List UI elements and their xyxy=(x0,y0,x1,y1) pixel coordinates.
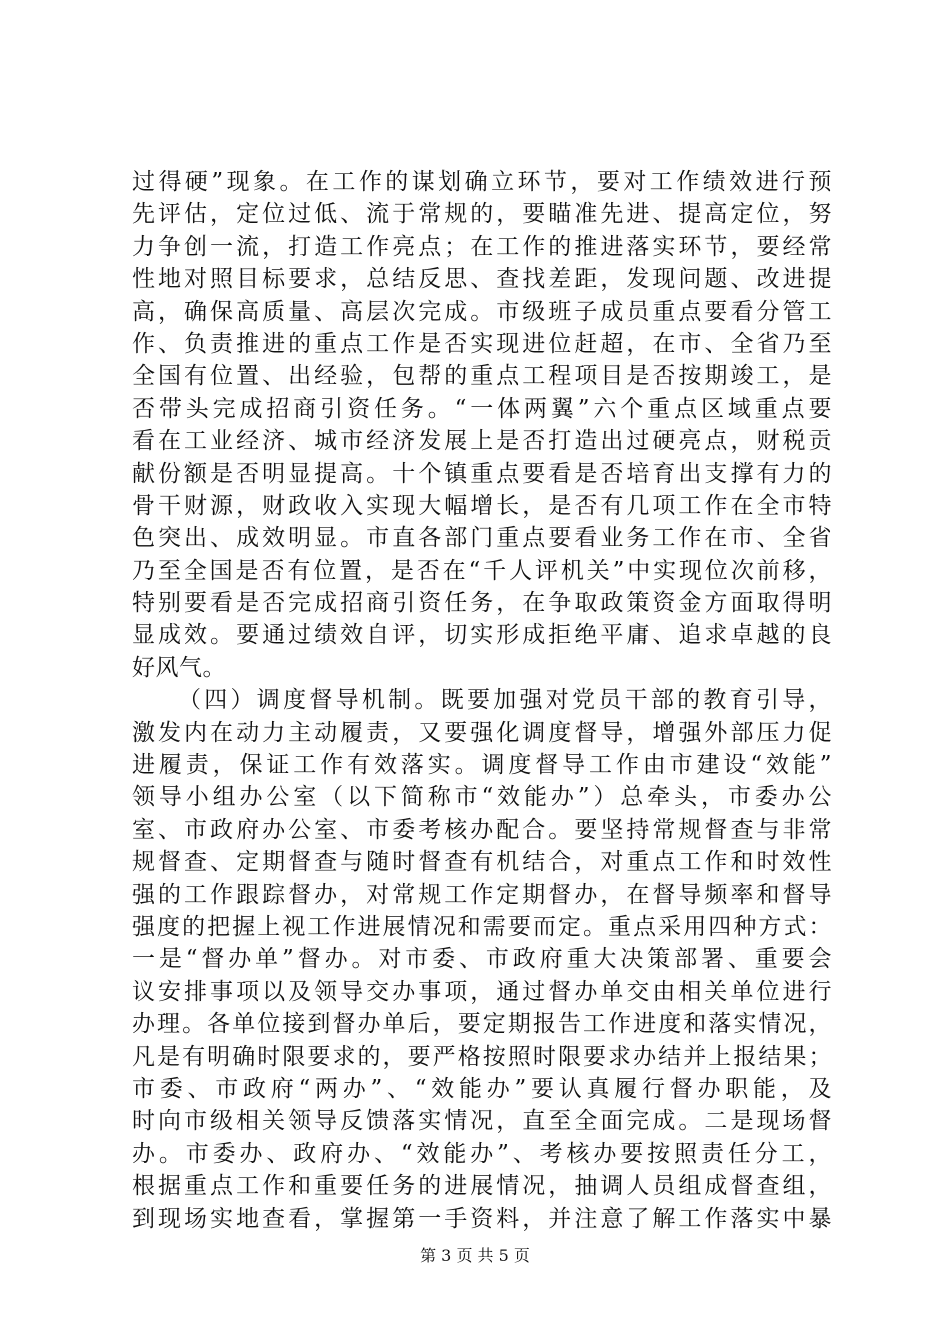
text-line: 献份额是否明显提高。十个镇重点要看是否培育出支撑有力的 xyxy=(132,460,832,487)
text-line: 激发内在动力主动履责，又要强化调度督导，增强外部压力促 xyxy=(132,719,832,746)
text-line: 作、负责推进的重点工作是否实现进位赶超，在市、全省乃至 xyxy=(132,330,832,357)
text-line: 高，确保高质量、高层次完成。市级班子成员重点要看分管工 xyxy=(132,298,832,325)
text-line: 过得硬”现象。在工作的谋划确立环节，要对工作绩效进行预 xyxy=(132,169,832,195)
text-line: 办理。各单位接到督办单后，要定期报告工作进度和落实情况， xyxy=(132,1011,832,1038)
text-line: 凡是有明确时限要求的，要严格按照时限要求办结并上报结果； xyxy=(132,1043,832,1070)
text-line: 议安排事项以及领导交办事项，通过督办单交由相关单位进行 xyxy=(132,978,832,1005)
text-line: 强的工作跟踪督办，对常规工作定期督办，在督导频率和督导 xyxy=(132,881,832,908)
text-line: 市委、市政府“两办”、“效能办”要认真履行督办职能，及 xyxy=(132,1075,832,1102)
text-line: 根据重点工作和重要任务的进展情况，抽调人员组成督查组， xyxy=(132,1173,832,1200)
page-number: 第 3 页 共 5 页 xyxy=(420,1246,530,1265)
section-heading-line: （四）调度督导机制。既要加强对党员干部的教育引导， xyxy=(178,687,832,714)
text-line: 显成效。要通过绩效自评，切实形成拒绝平庸、追求卓越的良 xyxy=(132,622,832,649)
text-line: 进履责，保证工作有效落实。调度督导工作由市建设“效能” xyxy=(132,752,832,779)
text-line: 时向市级相关领导反馈落实情况，直至全面完成。二是现场督 xyxy=(132,1108,832,1135)
text-line: 一是“督办单”督办。对市委、市政府重大决策部署、重要会 xyxy=(132,946,832,973)
document-body xyxy=(132,166,832,1235)
text-line: 看在工业经济、城市经济发展上是否打造出过硬亮点，财税贡 xyxy=(132,428,832,455)
text-line: 特别要看是否完成招商引资任务，在争取政策资金方面取得明 xyxy=(132,590,832,617)
text-line: 性地对照目标要求，总结反思、查找差距，发现问题、改进提 xyxy=(132,266,832,293)
text-line: 规督查、定期督查与随时督查有机结合，对重点工作和时效性 xyxy=(132,849,832,876)
text-line: 办。市委办、政府办、“效能办”、考核办要按照责任分工， xyxy=(132,1140,832,1167)
text-line: 室、市政府办公室、市委考核办配合。要坚持常规督查与非常 xyxy=(132,816,832,843)
text-line: 否带头完成招商引资任务。“一体两翼”六个重点区域重点要 xyxy=(132,395,832,422)
text-line: 乃至全国是否有位置，是否在“千人评机关”中实现位次前移， xyxy=(132,557,832,584)
page-footer xyxy=(0,1244,950,1268)
text-line: 强度的把握上视工作进展情况和需要而定。重点采用四种方式： xyxy=(132,913,832,940)
text-line: 色突出、成效明显。市直各部门重点要看业务工作在市、全省 xyxy=(132,525,832,552)
text-line: 骨干财源，财政收入实现大幅增长，是否有几项工作在全市特 xyxy=(132,492,832,519)
text-line: 先评估，定位过低、流于常规的，要瞄准先进、提高定位，努 xyxy=(132,201,832,228)
text-line: 好风气。 xyxy=(132,654,226,681)
text-line: 领导小组办公室（以下简称市“效能办”）总牵头，市委办公 xyxy=(132,784,832,811)
text-line: 到现场实地查看，掌握第一手资料，并注意了解工作落实中暴 xyxy=(132,1205,832,1232)
text-line: 全国有位置、出经验，包帮的重点工程项目是否按期竣工，是 xyxy=(132,363,832,390)
text-line: 力争创一流，打造工作亮点；在工作的推进落实环节，要经常 xyxy=(132,233,832,260)
